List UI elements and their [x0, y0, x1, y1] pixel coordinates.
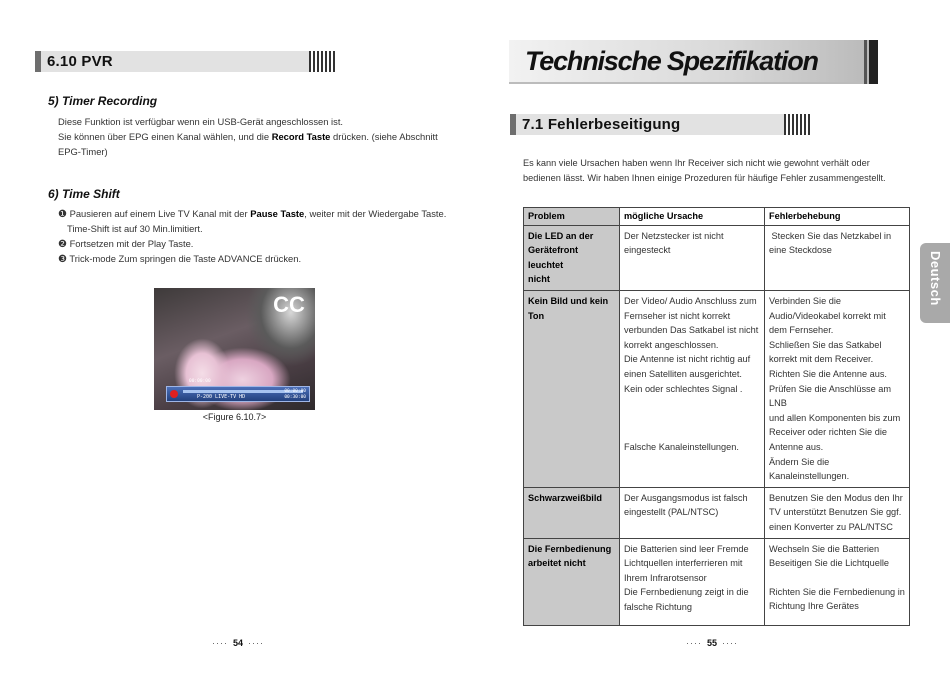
- record-key-label: Record Taste: [271, 131, 331, 142]
- cell-line: falsche Richtung: [624, 602, 692, 613]
- cell-line: Verbinden Sie die: [769, 295, 842, 306]
- cell-line: Receiver oder richten Sie die: [769, 427, 887, 438]
- osd-top-time: 00:00:00: [189, 379, 211, 384]
- cell-line: Die Fernbedienung zeigt in die: [624, 587, 749, 598]
- cell-line: einen Satelliten ausgerichtet.: [624, 368, 742, 379]
- cell-line: Kein Bild und kein: [528, 295, 609, 306]
- number-1-icon: ❶: [58, 209, 67, 220]
- section-header-fehlerbeseitigung: [510, 114, 806, 135]
- table-header-row: [524, 208, 910, 226]
- osd-channel: P-200 LIVE-TV HD: [197, 394, 246, 400]
- cell-line: Kein oder schlechtes Signal .: [624, 383, 743, 394]
- cell-problem: [524, 290, 620, 487]
- cell-line: Stecken Sie das Netzkabel in: [769, 230, 892, 241]
- cell-line: nicht: [528, 274, 550, 285]
- cell-line: Die LED an der: [528, 230, 594, 241]
- item-1-post: , weiter mit der Wiedergabe Taste.: [304, 208, 447, 219]
- cell-line: Gerätefront leuchtet: [528, 245, 579, 270]
- osd-time-start: 00:00:00: [284, 389, 306, 394]
- cell-line: korrekt mit dem Receiver.: [769, 354, 874, 365]
- cell-cause: [620, 538, 765, 625]
- cell-line: Lichtquellen interferrieren mit: [624, 558, 743, 569]
- cell-line: Benutzen Sie den Modus den Ihr: [769, 492, 903, 503]
- dots-left: ····: [212, 638, 228, 648]
- cell-line: Fernseher ist nicht korrekt: [624, 310, 731, 321]
- cell-line: Prüfen Sie die Anschlüsse am LNB: [769, 383, 892, 409]
- section-title: 7.1 Fehlerbeseitigung: [522, 116, 681, 133]
- cell-line: Richtung Ihre Gerätes: [769, 601, 859, 612]
- cell-fix: [765, 538, 910, 625]
- cell-line: TV unterstützt Benutzen Sie ggf.: [769, 507, 902, 518]
- timer-line-2: [58, 131, 438, 143]
- cell-line: Audio/Videokabel korrekt mit: [769, 310, 886, 321]
- item-3-text: Trick-mode Zum springen die Taste ADVANCE drücken.: [66, 253, 302, 264]
- cell-line: Ton: [528, 310, 545, 321]
- timeshift-item-1-line-2: Time-Shift ist auf 30 Min.limitiert.: [67, 223, 203, 234]
- cell-line: Ändern Sie die: [769, 456, 830, 467]
- cell-cause: [620, 290, 765, 487]
- osd-time-end: 00:30:00: [284, 395, 306, 400]
- cell-problem: [524, 487, 620, 538]
- page-number-right: [686, 638, 738, 648]
- chapter-title: Technische Spezifikation: [525, 46, 818, 76]
- figure-screenshot: [154, 288, 315, 410]
- language-side-tab: [920, 243, 950, 323]
- troubleshooting-table: [523, 207, 910, 626]
- table-row: [524, 538, 910, 625]
- cell-line: Antenne aus.: [769, 441, 824, 452]
- cell-line: Richten Sie die Antenne aus.: [769, 368, 887, 379]
- cell-line: eine Steckdose: [769, 245, 832, 256]
- page-number-value: 54: [233, 638, 244, 648]
- header-cause: mögliche Ursache: [620, 208, 765, 226]
- timeshift-item-3: [58, 253, 301, 266]
- cell-line: und allen Komponenten bis zum: [769, 412, 901, 423]
- cell-line: Der Ausgangsmodus ist falsch: [624, 492, 748, 503]
- cell-fix: [765, 290, 910, 487]
- table-row: [524, 487, 910, 538]
- title-bar-end: [869, 40, 878, 84]
- pause-key-label: Pause Taste: [250, 208, 305, 219]
- timeshift-item-2: [58, 238, 193, 251]
- cell-line: Die Fernbedienung: [528, 543, 612, 554]
- page-number-value: 55: [707, 638, 718, 648]
- timer-line-2-pre: Sie können über EPG einen Kanal wählen, und die: [58, 131, 272, 142]
- cell-line: dem Fernseher.: [769, 325, 834, 336]
- barcode-decoration: [309, 51, 337, 72]
- header-fix: Fehlerbehebung: [765, 208, 910, 226]
- table-row: [524, 290, 910, 487]
- intro-line-1: Es kann viele Ursachen haben wenn Ihr Receiver sich nicht wie gewohnt verhält oder: [523, 158, 870, 168]
- title-bar-stripe: [864, 40, 867, 84]
- time-shift-heading: 6) Time Shift: [48, 187, 120, 201]
- cell-line: Falsche Kanaleinstellungen.: [624, 442, 739, 453]
- number-3-icon: ❸: [58, 254, 67, 265]
- timer-line-3: EPG-Timer): [58, 146, 108, 157]
- header-problem: Problem: [524, 208, 620, 226]
- cell-line: Richten Sie die Fernbedienung in: [769, 586, 905, 597]
- spacer: [769, 571, 905, 585]
- cell-line: eingesteckt: [624, 245, 671, 256]
- timer-line-2-post: drücken. (siehe Abschnitt: [330, 131, 438, 142]
- language-label: Deutsch: [928, 251, 943, 306]
- cell-cause: [620, 225, 765, 290]
- cell-line: Wechseln Sie die Batterien: [769, 543, 880, 554]
- cell-line: Kanaleinstellungen.: [769, 471, 850, 482]
- cell-line: arbeitet nicht: [528, 558, 586, 569]
- cell-cause: [620, 487, 765, 538]
- cell-line: Der Video/ Audio Anschluss zum: [624, 295, 757, 306]
- dots-left: ····: [686, 638, 702, 648]
- cell-line: eingestellt (PAL/NTSC): [624, 507, 719, 518]
- record-icon: [170, 390, 178, 398]
- intro-line-2: bedienen lässt. Wir haben Ihnen einige Prozeduren für häufige Fehler zusammengestellt.: [523, 173, 886, 183]
- cell-line: Schließen Sie das Satkabel: [769, 339, 882, 350]
- item-2-text: Fortsetzen mit der Play Taste.: [66, 238, 194, 249]
- cell-problem: [524, 225, 620, 290]
- dots-right: ····: [248, 638, 265, 648]
- figure-caption: <Figure 6.10.7>: [202, 412, 267, 422]
- cell-line: Die Antenne ist nicht richtig auf: [624, 354, 751, 365]
- section-header-pvr: [35, 51, 331, 72]
- osd-bar: [166, 379, 310, 402]
- spacer: [624, 396, 760, 440]
- cell-fix: [765, 487, 910, 538]
- page-number-left: [212, 638, 264, 648]
- timer-line-1: Diese Funktion ist verfügbar wenn ein USB-Gerät angeschlossen ist.: [58, 116, 344, 127]
- cell-line: einen Konverter zu PAL/NTSC: [769, 521, 893, 532]
- cell-problem: [524, 538, 620, 625]
- barcode-decoration: [784, 114, 812, 135]
- cell-line: Der Netzstecker ist nicht: [624, 230, 724, 241]
- cell-fix: [765, 225, 910, 290]
- brand-logo: CC: [273, 292, 305, 317]
- chapter-title-bar: [509, 40, 878, 84]
- table-row: [524, 225, 910, 290]
- cell-line: korrekt angeschlossen.: [624, 339, 719, 350]
- cell-line: Beseitigen Sie die Lichtquelle: [769, 558, 890, 569]
- number-2-icon: ❷: [58, 239, 67, 250]
- item-1-pre: Pausieren auf einem Live TV Kanal mit der: [66, 208, 251, 219]
- cell-line: Ihrem Infrarotsensor: [624, 572, 707, 583]
- section-title: 6.10 PVR: [47, 53, 113, 70]
- cell-line: Schwarzweißbild: [528, 492, 603, 503]
- cell-line: Die Batterien sind leer Fremde: [624, 543, 749, 554]
- cell-line: verbunden Das Satkabel ist nicht: [624, 325, 759, 336]
- timeshift-item-1: [58, 208, 446, 221]
- timer-recording-heading: 5) Timer Recording: [48, 94, 158, 108]
- dots-right: ····: [722, 638, 739, 648]
